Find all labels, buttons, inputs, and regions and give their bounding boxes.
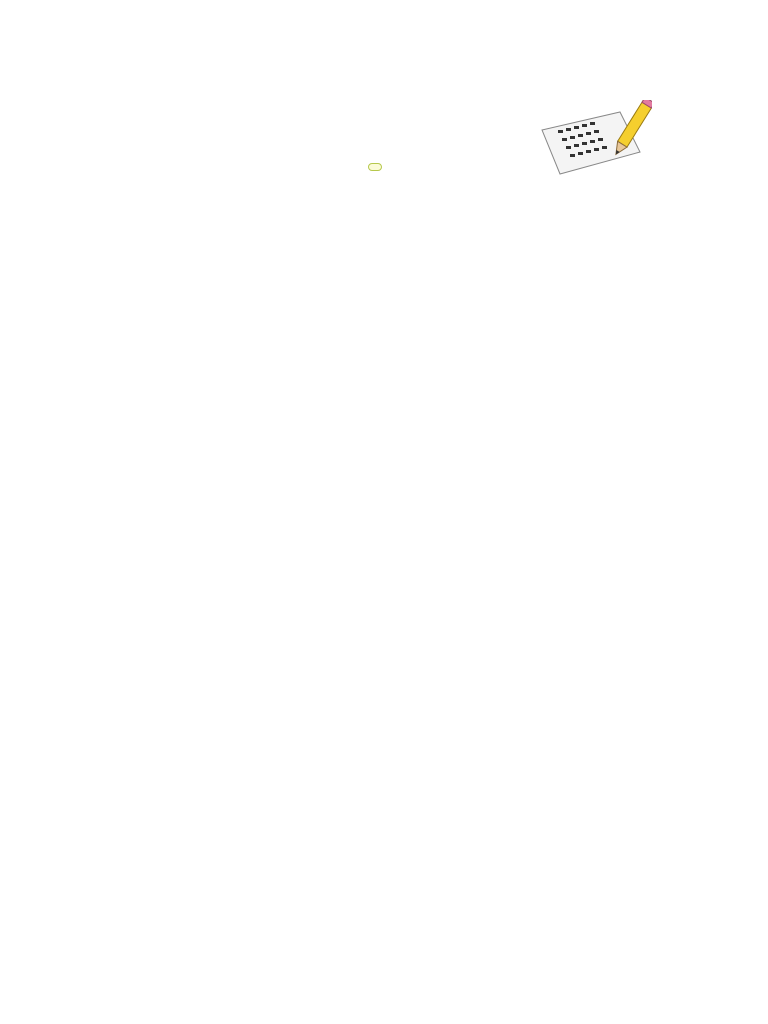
- points-badge: [368, 163, 382, 171]
- pencil-and-answer-sheet-icon: [536, 100, 652, 178]
